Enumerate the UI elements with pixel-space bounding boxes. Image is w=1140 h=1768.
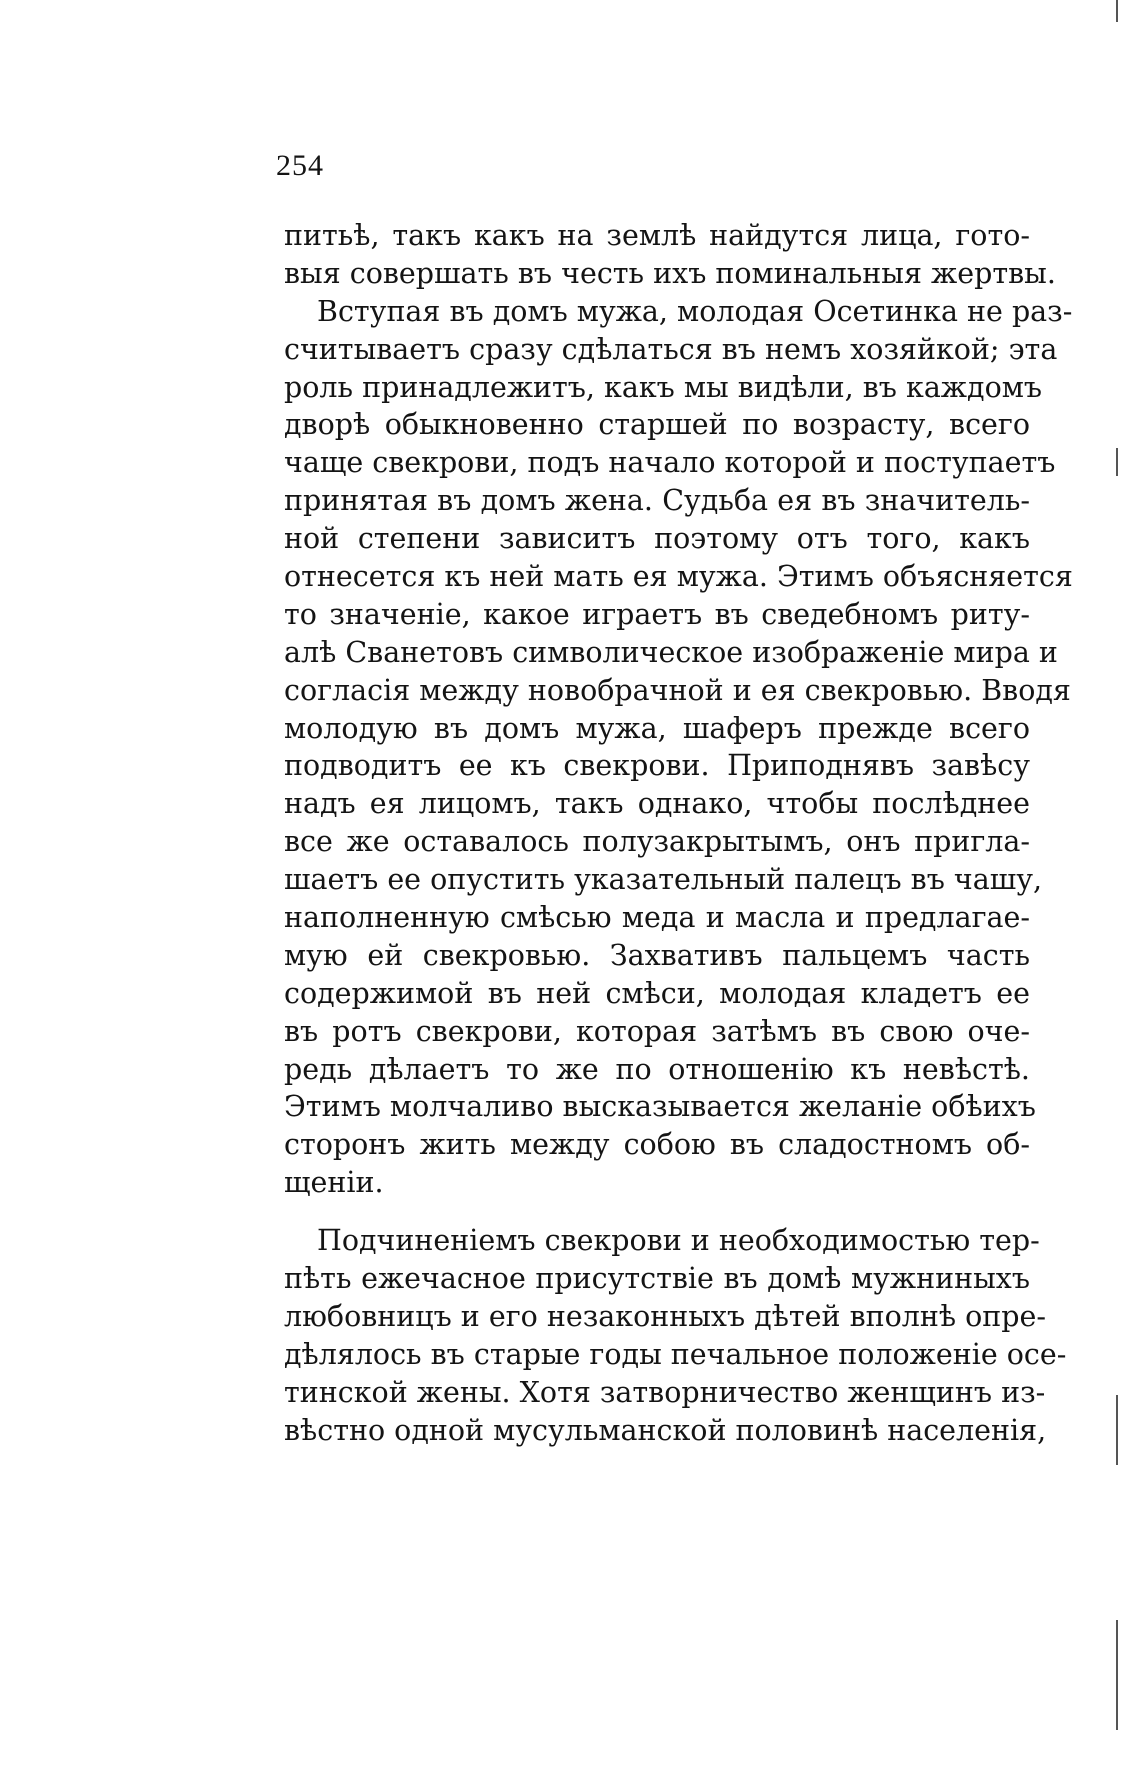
text-line: пѣть ежечасное присутствiе въ домѣ мужниныхъ (284, 1262, 1030, 1296)
text-line: подводитъ ее къ свекрови. Приподнявъ завѣсу (284, 749, 1030, 783)
scan-edge-rule (1116, 1395, 1118, 1465)
text-line: питьѣ, такъ какъ на землѣ найдутся лица, гото- (284, 219, 1030, 252)
body-text (284, 217, 1073, 1450)
text-line: алѣ Сванетовъ символическое изображенiе мира и (284, 635, 1058, 669)
text-line: щенiи. (284, 1166, 384, 1200)
text-line: сторонъ жить между собою въ сладостномъ об- (284, 1128, 1030, 1162)
paragraph (284, 293, 1073, 1202)
text-line: считываетъ сразу сдѣлаться въ немъ хозяйкой; эта (284, 332, 1058, 366)
text-line: роль принадлежитъ, какъ мы видѣли, въ каждомъ (284, 370, 1043, 404)
text-line: чаще свекрови, подъ начало которой и поступаетъ (284, 446, 1056, 480)
paragraph-gap (284, 1202, 1030, 1222)
text-line: принятая въ домъ жена. Судьба ея въ значитель- (284, 484, 1030, 518)
text-line: мую ей свекровью. Захвативъ пальцемъ часть (284, 938, 1030, 972)
text-line: вѣстно одной мусульманской половинѣ населенiя, (284, 1413, 1047, 1447)
text-line: любовницъ и его незаконныхъ дѣтей вполнѣ опре- (284, 1299, 1047, 1333)
text-line: Подчиненiемъ свекрови и необходимостью тер- (317, 1224, 1040, 1258)
paragraph (284, 1222, 1067, 1449)
scan-edge-rule (1116, 1620, 1118, 1730)
text-line: выя совершать въ честь ихъ поминальныя жертвы. (284, 256, 1056, 290)
page-number: 254 (276, 149, 324, 182)
text-line: отнесется къ ней мать ея мужа. Этимъ объясняется (284, 560, 1073, 594)
text-line: тинской жены. Хотя затворничество женщинъ из- (284, 1375, 1046, 1409)
paragraph (284, 217, 1056, 293)
text-line: Этимъ молчаливо высказывается желанiе обѣихъ (284, 1090, 1036, 1124)
text-line: надъ ея лицомъ, такъ однако, чтобы послѣднее (284, 787, 1030, 821)
text-line: содержимой въ ней смѣси, молодая кладетъ ее (284, 976, 1030, 1010)
text-line: ной степени зависитъ поэтому отъ того, какъ (284, 522, 1030, 556)
text-line: молодую въ домъ мужа, шаферъ прежде всего (284, 711, 1030, 745)
text-line: все же оставалось полузакрытымъ, онъ пригла- (284, 825, 1030, 859)
scan-edge-rule (1116, 0, 1118, 22)
text-line: согласiя между новобрачной и ея свекровью. Вводя (284, 673, 1071, 707)
text-line: дворѣ обыкновенно старшей по возрасту, всего (284, 408, 1030, 442)
text-line: Вступая въ домъ мужа, молодая Осетинка не раз- (317, 294, 1073, 328)
text-line: дѣлялось въ старые годы печальное положенiе осе- (284, 1337, 1067, 1371)
text-line: шаетъ ее опустить указательный палецъ въ чашу, (284, 863, 1043, 897)
scan-edge-rule (1116, 448, 1118, 476)
text-line: наполненную смѣсью меда и масла и предлагае- (284, 901, 1030, 935)
text-line: редь дѣлаетъ то же по отношенiю къ невѣстѣ. (284, 1052, 1030, 1086)
text-line: въ ротъ свекрови, которая затѣмъ въ свою оче- (284, 1014, 1030, 1048)
text-line: то значенiе, какое играетъ въ сведебномъ риту- (284, 597, 1030, 631)
